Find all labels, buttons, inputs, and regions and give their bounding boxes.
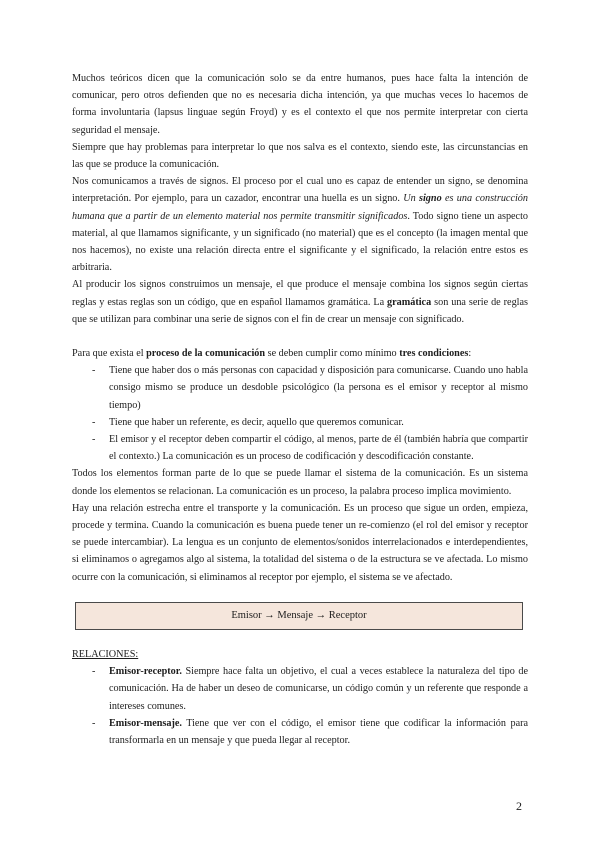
paragraph-system: Todos los elementos forman parte de lo que se puede llamar el sistema de la comunicación. Es un sistema donde los elementos se relacionan. La comunicación es un proceso, la palabra proceso implica movimiento.: [72, 468, 528, 497]
conditions-term: tres condiciones: [399, 348, 469, 360]
list-item: - Emisor-receptor. Siempre hace falta un objetivo, el cual a veces establece la naturaleza del tipo de comunicación. Ha de haber un deseo de comunicarse, un código común y un referente que responde a intereses comunes.: [109, 663, 528, 715]
conditions-list: [72, 362, 528, 465]
paragraph-context: Siempre que hay problemas para interpretar lo que nos salva es el contexto, siendo este, las circunstancias en las que se produce la comunicación.: [72, 141, 528, 171]
sign-definition-prefix: Un: [403, 193, 420, 205]
paragraph-conditions: Para que exista el proceso de la comunicación se deben cumplir como mínimo tres condiciones:: [72, 348, 472, 360]
relations-heading: RELACIONES:: [72, 648, 139, 660]
page-content: [72, 70, 528, 749]
page-number: 2: [516, 799, 522, 813]
list-item: - Tiene que haber un referente, es decir, aquello que queremos comunicar.: [109, 414, 528, 431]
list-item: - Tiene que haber dos o más personas con capacidad y disposición para comunicarse. Cuando uno habla consigo mismo se produce un desdoble psicológico (la persona es el emisor y receptor al mismo tiempo): [109, 362, 528, 414]
relations-list: [72, 663, 528, 749]
paragraph-grammar: Al producir los signos construimos un mensaje, el que produce el mensaje combina los signos según ciertas reglas y estas reglas son un código, que en español llamamos gramática. La gramática son una serie de reglas que se utilizan para combinar una serie de signos con el fin de crear un mensaje con significado.: [72, 279, 528, 325]
paragraph-signs: Nos comunicamos a través de signos. El proceso por el cual uno es capaz de entender un signo, se denomina interpretación. Por ejemplo, para un cazador, encontrar una huella es un signo. Un signo es una construcción humana que a partir de un elemento material nos permite transmitir significados. Todo signo tiene un aspecto material, al que llamamos significante, y un significado (no material) que es el concepto (la imagen mental que nos hacemos), no existe una relación directa entre el significante y el significado, la relación entre estos es arbitraria.: [72, 176, 528, 274]
list-item: - Emisor-mensaje. Tiene que ver con el código, el emisor tiene que codificar la información para transformarla en un mensaje y que pueda llegar al receptor.: [109, 715, 528, 749]
sign-definition: es una construcción humana que a partir de un elemento material nos permite transmitir significados: [72, 193, 528, 222]
flow-text: Emisor → Mensaje → Receptor: [231, 610, 367, 622]
grammar-term: gramática: [387, 296, 432, 308]
paragraph-transport: Hay una relación estrecha entre el transporte y la comunicación. Es un proceso que sigue un orden, empieza, procede y termina. Cuando la comunicación es buena puede tener un re-comienzo (el rol del emisor y receptor se puede intercambiar). La lengua es un conjunto de elementos/sonidos interrelacionados e interdependientes, si eliminamos o agregamos algo al sistema, la totalidad del sistema o de la estructura se ve afectada. Lo mismo ocurre con la comunicación, si eliminamos al receptor por ejemplo, el sistema se ve afectado.: [72, 502, 528, 583]
process-term: proceso de la comunicación: [146, 348, 266, 360]
communication-flow-box: [75, 602, 523, 630]
sign-term: signo: [419, 193, 442, 205]
paragraph-intro: Muchos teóricos dicen que la comunicación solo se da entre humanos, pues hace falta la intención de comunicar, pero otros defienden que no es necesaria dicha intención, ya que muchas veces lo hacemos de forma involuntaria (lapsus linguae según Froyd) y es el contexto el que nos permite interpretar con cierta seguridad el mensaje.: [72, 73, 528, 136]
list-item: - El emisor y el receptor deben compartir el código, al menos, parte de él (también habría que compartir el contexto.) La comunicación es un proceso de codificación y descodificación constante.: [109, 431, 528, 465]
